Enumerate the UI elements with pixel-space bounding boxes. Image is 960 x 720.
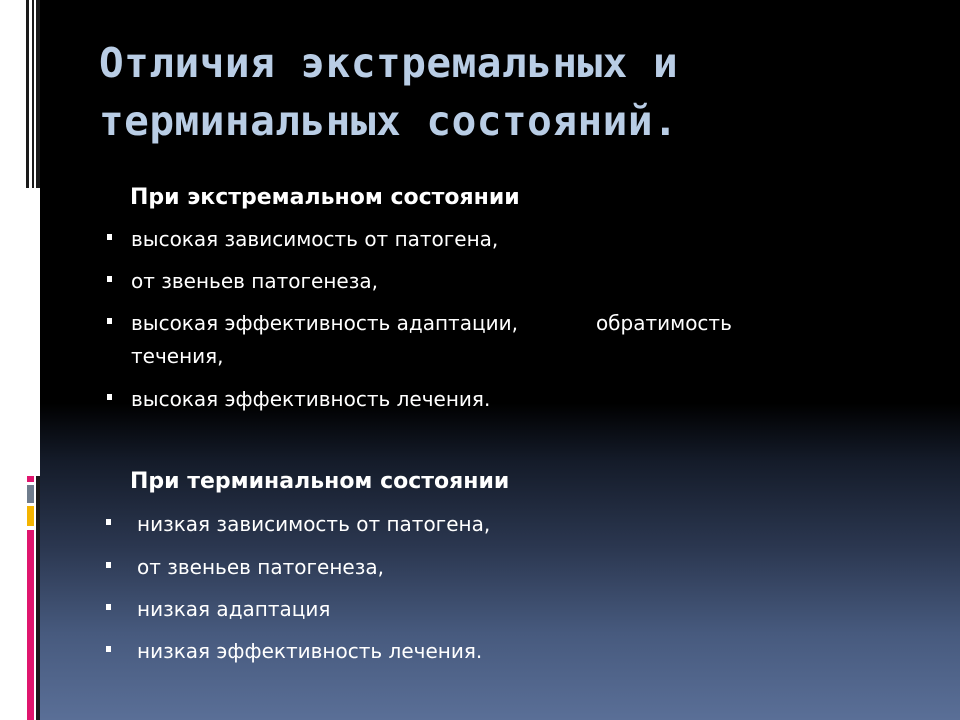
decorative-line-top-3 xyxy=(36,0,40,188)
list-item: высокая зависимость от патогена, xyxy=(131,227,499,251)
bullet-marker xyxy=(107,234,112,240)
list-item-continuation: течения, xyxy=(131,344,224,368)
list-item-text: обратимость xyxy=(595,311,732,335)
list-item: от звеньев патогенеза, xyxy=(137,555,384,579)
list-item: от звеньев патогенеза, xyxy=(131,269,378,293)
list-item: низкая адаптация xyxy=(137,597,331,621)
bullet-marker xyxy=(107,394,112,400)
decorative-line-top-2 xyxy=(32,0,34,188)
accent-magenta-short xyxy=(27,476,34,482)
bullet-marker xyxy=(106,604,111,610)
list-item: низкая эффективность лечения. xyxy=(137,639,483,663)
bullet-marker xyxy=(107,318,112,324)
bullet-marker xyxy=(107,276,112,282)
accent-black-line xyxy=(36,476,40,720)
slide-title-line-2: терминальных состояний. xyxy=(99,97,679,145)
bullet-marker xyxy=(106,519,111,525)
decorative-line-top-1 xyxy=(26,0,29,188)
bullet-marker xyxy=(106,646,111,652)
list-item: высокая эффективность лечения. xyxy=(131,387,491,411)
accent-yellow-block xyxy=(27,506,34,526)
bullet-marker xyxy=(106,562,111,568)
list-item xyxy=(131,309,732,337)
left-decorative-band xyxy=(0,0,40,720)
accent-grey-block xyxy=(27,485,34,503)
list-item: низкая зависимость от патогена, xyxy=(137,512,491,536)
list-item-text: высокая эффективность адаптации, xyxy=(131,311,518,335)
extreme-state-heading: При экстремальном состоянии xyxy=(130,185,520,210)
accent-magenta-bar xyxy=(27,530,34,720)
terminal-state-heading: При терминальном состоянии xyxy=(130,469,510,494)
slide-title xyxy=(99,34,819,150)
slide-title-line-1: Отличия экстремальных и xyxy=(99,39,679,87)
